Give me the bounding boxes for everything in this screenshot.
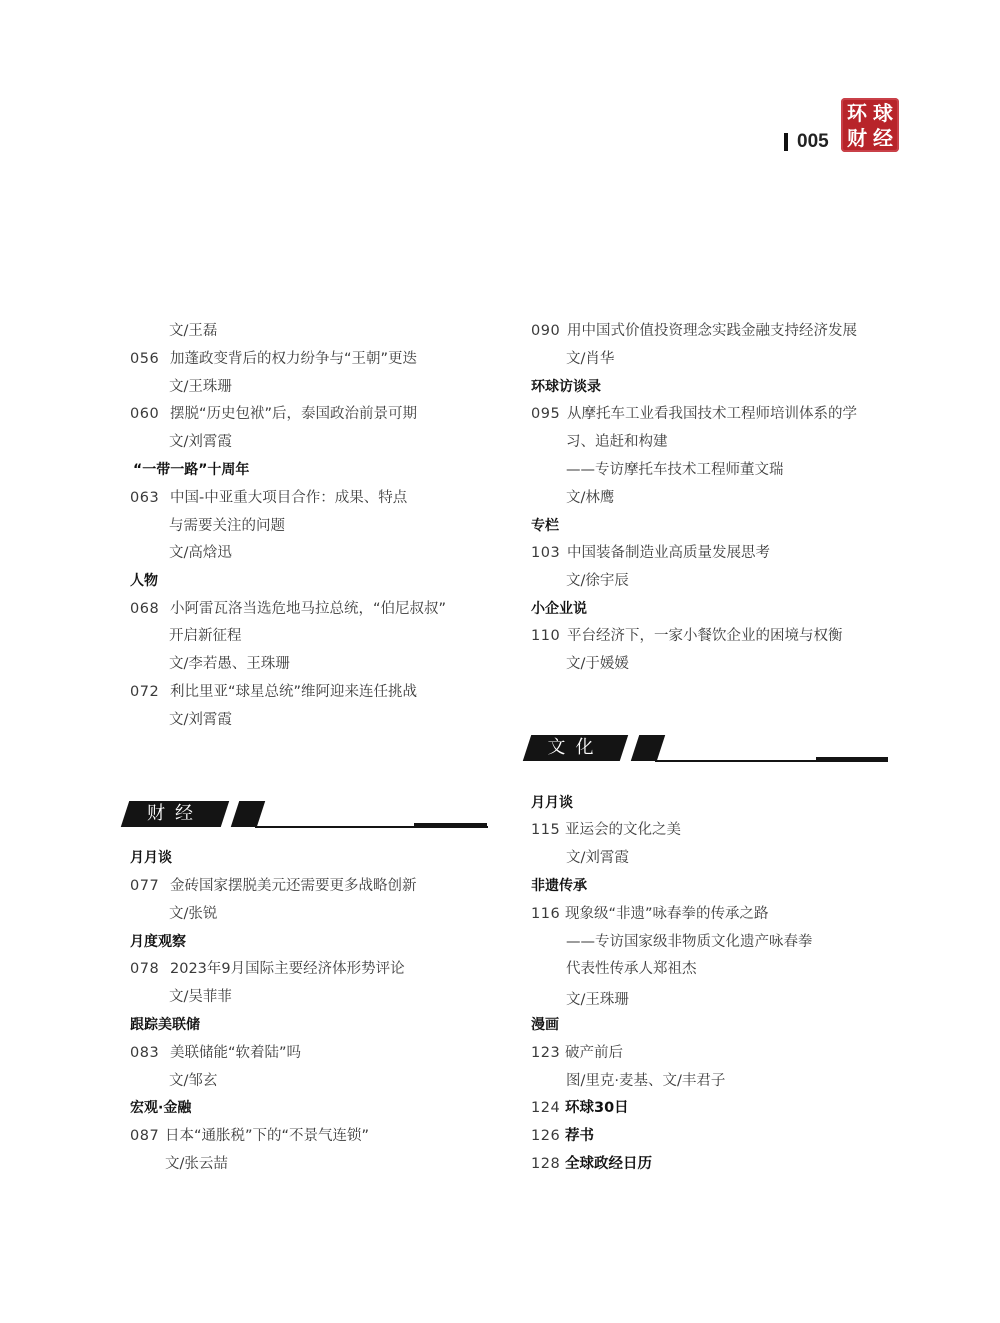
toc-category: 月月谈: [531, 795, 573, 811]
toc-category: 月月谈: [130, 850, 172, 866]
page-number-bar: [784, 133, 788, 151]
toc-entry[interactable]: 077 金砖国家摆脱美元还需要更多战略创新: [130, 878, 417, 894]
toc-category: 宏观·金融: [130, 1100, 192, 1116]
toc-author: 文/刘霄霞: [566, 850, 629, 866]
toc-entry[interactable]: 123 破产前后: [531, 1045, 623, 1061]
toc-author: 文/吴菲菲: [169, 989, 232, 1005]
toc-author: 文/邹玄: [169, 1073, 218, 1089]
toc-entry-continued: 开启新征程: [169, 628, 242, 644]
toc-subtitle: ——专访摩托车技术工程师董文瑞: [566, 462, 784, 478]
toc-subtitle: 代表性传承人郑祖杰: [566, 961, 697, 977]
banner-block: [231, 801, 265, 827]
toc-author: 文/王磊: [169, 323, 218, 339]
toc-entry[interactable]: 056 加蓬政变背后的权力纷争与“王朝”更迭: [130, 351, 418, 367]
toc-entry[interactable]: 095 从摩托车工业看我国技术工程师培训体系的学: [531, 406, 857, 422]
toc-entry[interactable]: 124 环球30日: [531, 1100, 629, 1116]
banner-rule-thick: [816, 757, 888, 762]
toc-author: 文/肖华: [566, 351, 615, 367]
toc-category: 人物: [130, 573, 158, 589]
magazine-logo: [841, 98, 899, 152]
toc-entry[interactable]: 090 用中国式价值投资理念实践金融支持经济发展: [531, 323, 857, 339]
toc-entry[interactable]: 103 中国装备制造业高质量发展思考: [531, 545, 770, 561]
toc-author: 文/刘霄霞: [169, 712, 232, 728]
banner-block: [631, 735, 665, 761]
logo-char: 经: [873, 125, 893, 150]
toc-author: 文/王珠珊: [169, 379, 232, 395]
toc-category: 小企业说: [531, 601, 587, 617]
toc-entry[interactable]: 128 全球政经日历: [531, 1156, 652, 1172]
toc-author: 文/张云喆: [165, 1156, 228, 1172]
toc-entry[interactable]: 110 平台经济下，一家小餐饮企业的困境与权衡: [531, 628, 843, 644]
toc-entry[interactable]: 083 美联储能“软着陆”吗: [130, 1045, 302, 1061]
toc-category: “一带一路”十周年: [133, 462, 250, 478]
page-number-text: 005: [797, 131, 829, 152]
toc-author: 图/里克·麦基、文/丰君子: [566, 1073, 726, 1089]
banner-rule-thick: [414, 823, 487, 828]
toc-category: 专栏: [531, 518, 559, 534]
toc-author: 文/高焓迅: [169, 545, 232, 561]
logo-char: 财: [847, 125, 867, 150]
section-title-bg: [121, 801, 229, 827]
toc-entry-continued: 习、追赶和构建: [566, 434, 668, 450]
toc-entry[interactable]: 063 中国-中亚重大项目合作：成果、特点: [130, 490, 408, 506]
section-title-wenhua: 文化: [547, 737, 604, 758]
toc-author: 文/刘霄霞: [169, 434, 232, 450]
toc-author: 文/林鹰: [566, 490, 615, 506]
section-banner-wenhua: [522, 735, 892, 765]
toc-category: 环球访谈录: [531, 379, 601, 395]
section-title-caijing: 财经: [147, 803, 203, 824]
logo-char: 球: [873, 100, 893, 125]
toc-entry[interactable]: 087 日本“通胀税”下的“不景气连锁”: [130, 1128, 370, 1144]
section-title-bg: [523, 735, 628, 761]
logo-char: 环: [847, 100, 867, 125]
toc-subtitle: ——专访国家级非物质文化遗产咏春拳: [566, 934, 813, 950]
toc-entry[interactable]: 060 摆脱“历史包袱”后，泰国政治前景可期: [130, 406, 418, 422]
toc-author: 文/徐宇辰: [566, 573, 629, 589]
page-number: [784, 131, 829, 153]
toc-entry[interactable]: 115 亚运会的文化之美: [531, 822, 681, 838]
toc-category: 跟踪美联储: [130, 1017, 200, 1033]
toc-entry[interactable]: 078 2023年9月国际主要经济体形势评论: [130, 961, 405, 977]
toc-author: 文/李若愚、王珠珊: [169, 656, 290, 672]
toc-entry[interactable]: 116 现象级“非遗”咏春拳的传承之路: [531, 906, 769, 922]
toc-category: 月度观察: [130, 934, 186, 950]
toc-category: 漫画: [531, 1017, 559, 1033]
toc-author: 文/于媛媛: [566, 656, 629, 672]
toc-author: 文/张锐: [169, 906, 218, 922]
toc-author: 文/王珠珊: [566, 992, 629, 1008]
toc-entry-continued: 与需要关注的问题: [169, 518, 285, 534]
toc-entry[interactable]: 072 利比里亚“球星总统”维阿迎来连任挑战: [130, 684, 418, 700]
toc-entry[interactable]: 126 荐书: [531, 1128, 594, 1144]
section-banner-caijing: [120, 801, 490, 831]
toc-entry[interactable]: 068 小阿雷瓦洛当选危地马拉总统，“伯尼叔叔”: [130, 601, 447, 617]
toc-category: 非遗传承: [531, 878, 587, 894]
